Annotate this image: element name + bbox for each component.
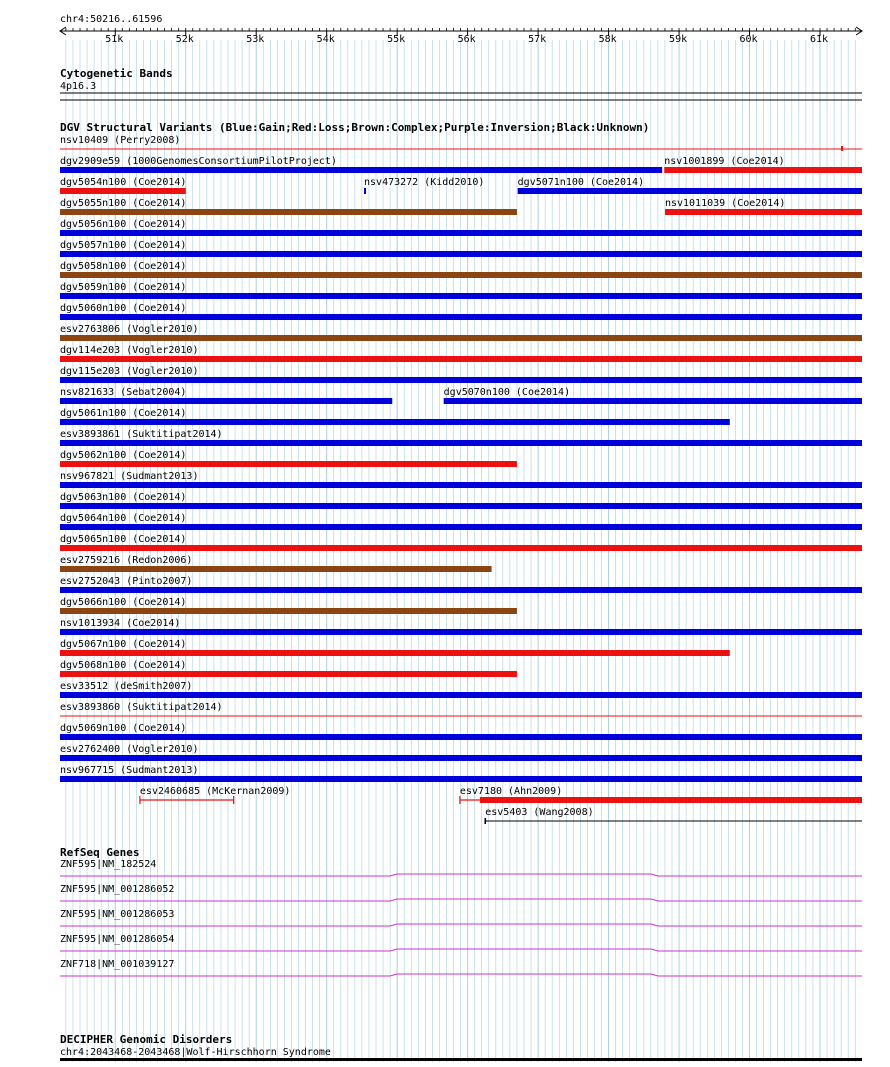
dgv-track-title: DGV Structural Variants (Blue:Gain;Red:Loss;Brown:Complex;Purple:Inversion;Black:Unknown) <box>60 121 650 134</box>
dgv-feature-label[interactable]: nsv1001899 (Coe2014) <box>664 156 785 167</box>
dgv-feature-bar <box>60 419 730 425</box>
refseq-track-title: RefSeq Genes <box>60 846 140 859</box>
ruler-tick-label: 52k <box>175 34 194 45</box>
dgv-feature-bar <box>364 188 366 194</box>
dgv-feature-bar <box>60 545 862 551</box>
ruler-tick-label: 56k <box>457 34 476 45</box>
dgv-feature-label[interactable]: dgv115e203 (Vogler2010) <box>60 366 199 377</box>
dgv-feature-bar <box>60 272 862 278</box>
dgv-feature-label[interactable]: nsv473272 (Kidd2010) <box>364 177 485 188</box>
dgv-feature-bar <box>60 629 862 635</box>
dgv-feature-bar <box>60 293 862 299</box>
ruler-tick-label: 51k <box>105 34 124 45</box>
dgv-feature-bar <box>60 461 517 467</box>
dgv-feature-label[interactable]: esv3893860 (Suktitipat2014) <box>60 702 223 713</box>
refseq-gene-label[interactable]: ZNF595|NM_001286054 <box>60 934 175 945</box>
ruler-tick-label: 53k <box>246 34 265 45</box>
decipher-track-title: DECIPHER Genomic Disorders <box>60 1033 233 1046</box>
dgv-feature-bar <box>60 356 862 362</box>
dgv-feature-label[interactable]: esv3893861 (Suktitipat2014) <box>60 429 223 440</box>
dgv-feature-bar <box>60 587 862 593</box>
dgv-feature-bar <box>60 398 392 404</box>
dgv-feature-label[interactable]: dgv5054n100 (Coe2014) <box>60 177 187 188</box>
dgv-feature-label[interactable]: nsv1011039 (Coe2014) <box>664 198 786 209</box>
dgv-feature-bar <box>60 566 492 572</box>
dgv-feature-label[interactable]: dgv5068n100 (Coe2014) <box>60 660 187 671</box>
dgv-feature-bar <box>518 188 862 194</box>
ruler-tick-label: 60k <box>739 34 758 45</box>
dgv-feature-label[interactable]: dgv5071n100 (Coe2014) <box>517 177 645 188</box>
dgv-feature-bar <box>665 209 862 215</box>
dgv-feature-label[interactable]: dgv5056n100 (Coe2014) <box>60 219 187 230</box>
dgv-feature-label[interactable]: dgv5059n100 (Coe2014) <box>60 282 187 293</box>
refseq-gene-label[interactable]: ZNF595|NM_001286052 <box>60 884 175 895</box>
dgv-feature-label[interactable]: dgv5069n100 (Coe2014) <box>60 723 187 734</box>
dgv-feature-bar <box>60 734 862 740</box>
refseq-gene-model <box>60 924 862 926</box>
dgv-feature-bar <box>444 398 862 404</box>
cyto-track-title: Cytogenetic Bands <box>60 67 173 80</box>
dgv-feature-bar <box>60 755 862 761</box>
ruler-tick-label: 58k <box>598 34 617 45</box>
refseq-gene-model <box>60 949 862 951</box>
dgv-feature-label[interactable]: esv2759216 (Redon2006) <box>60 555 193 566</box>
dgv-feature-label[interactable]: dgv2909e59 (1000GenomesConsortiumPilotProject) <box>60 156 337 167</box>
dgv-feature-bar <box>60 314 862 320</box>
ruler-tick-label: 59k <box>669 34 688 45</box>
refseq-gene-model <box>60 899 862 901</box>
dgv-feature-label[interactable]: dgv5060n100 (Coe2014) <box>60 303 187 314</box>
dgv-feature-label[interactable]: dgv5062n100 (Coe2014) <box>60 450 187 461</box>
dgv-feature-label[interactable]: dgv5065n100 (Coe2014) <box>60 534 187 545</box>
dgv-feature-label[interactable]: nsv967715 (Sudmant2013) <box>60 765 199 776</box>
dgv-feature-bar <box>60 188 186 194</box>
dgv-feature-bar <box>60 671 517 677</box>
refseq-gene-model <box>60 974 862 976</box>
dgv-feature-bar <box>60 230 862 236</box>
dgv-feature-bar <box>60 482 862 488</box>
dgv-feature-bar <box>60 377 862 383</box>
dgv-feature-bar <box>60 776 862 782</box>
dgv-feature-bar <box>60 650 730 656</box>
refseq-gene-label[interactable]: ZNF595|NM_182524 <box>60 859 157 870</box>
dgv-feature-label[interactable]: dgv5070n100 (Coe2014) <box>443 387 571 398</box>
dgv-feature-bar <box>60 692 862 698</box>
refseq-gene-label[interactable]: ZNF718|NM_001039127 <box>60 959 175 970</box>
dgv-feature-label[interactable]: esv5403 (Wang2008) <box>485 807 594 818</box>
dgv-feature-label[interactable]: dgv5061n100 (Coe2014) <box>60 408 187 419</box>
dgv-feature-label[interactable]: dgv5057n100 (Coe2014) <box>60 240 187 251</box>
dgv-feature-label[interactable]: esv33512 (deSmith2007) <box>60 681 193 692</box>
refseq-gene-label[interactable]: ZNF595|NM_001286053 <box>60 909 175 920</box>
dgv-feature-label[interactable]: esv7180 (Ahn2009) <box>459 786 563 797</box>
dgv-feature-label[interactable]: dgv5064n100 (Coe2014) <box>60 513 187 524</box>
decipher-feature-bar <box>60 1058 862 1061</box>
dgv-feature-bar <box>480 797 862 803</box>
dgv-feature-bar <box>60 335 862 341</box>
ruler-tick-label: 54k <box>316 34 335 45</box>
dgv-feature-label[interactable]: esv2460685 (McKernan2009) <box>139 786 291 797</box>
dgv-feature-bar <box>60 524 862 530</box>
dgv-feature-label[interactable]: dgv5067n100 (Coe2014) <box>60 639 187 650</box>
location-label: chr4:50216..61596 <box>60 14 163 25</box>
dgv-feature-bar <box>664 167 862 173</box>
dgv-feature-label[interactable]: dgv5058n100 (Coe2014) <box>60 261 187 272</box>
dgv-feature-label[interactable]: esv2762400 (Vogler2010) <box>60 744 199 755</box>
dgv-feature-label[interactable]: dgv5066n100 (Coe2014) <box>60 597 187 608</box>
refseq-gene-model <box>60 874 862 876</box>
dgv-feature-label[interactable]: dgv5063n100 (Coe2014) <box>60 492 187 503</box>
dgv-feature-label[interactable]: esv2752043 (Pinto2007) <box>60 576 193 587</box>
dgv-feature-bar <box>60 209 517 215</box>
ruler-tick-label: 57k <box>528 34 547 45</box>
dgv-feature-label[interactable]: esv2763806 (Vogler2010) <box>60 324 199 335</box>
dgv-feature-label[interactable]: dgv5055n100 (Coe2014) <box>60 198 187 209</box>
dgv-feature-bar <box>60 440 862 446</box>
cyto-band-label: 4p16.3 <box>60 81 97 92</box>
decipher-feature-label: chr4:2043468-2043468|Wolf-Hirschhorn Syndrome <box>60 1047 331 1058</box>
dgv-feature-bar <box>60 251 862 257</box>
dgv-feature-label[interactable]: nsv967821 (Sudmant2013) <box>60 471 199 482</box>
dgv-feature-bar <box>60 503 862 509</box>
ruler-tick-label: 61k <box>809 34 829 45</box>
dgv-feature-label[interactable]: nsv821633 (Sebat2004) <box>60 387 187 398</box>
dgv-feature-bar <box>60 608 517 614</box>
dgv-feature-label[interactable]: nsv10409 (Perry2008) <box>60 135 181 146</box>
dgv-feature-label[interactable]: nsv1013934 (Coe2014) <box>60 618 181 629</box>
dgv-feature-bar <box>60 167 662 173</box>
dgv-feature-label[interactable]: dgv114e203 (Vogler2010) <box>60 345 199 356</box>
ruler-tick-label: 55k <box>387 34 406 45</box>
